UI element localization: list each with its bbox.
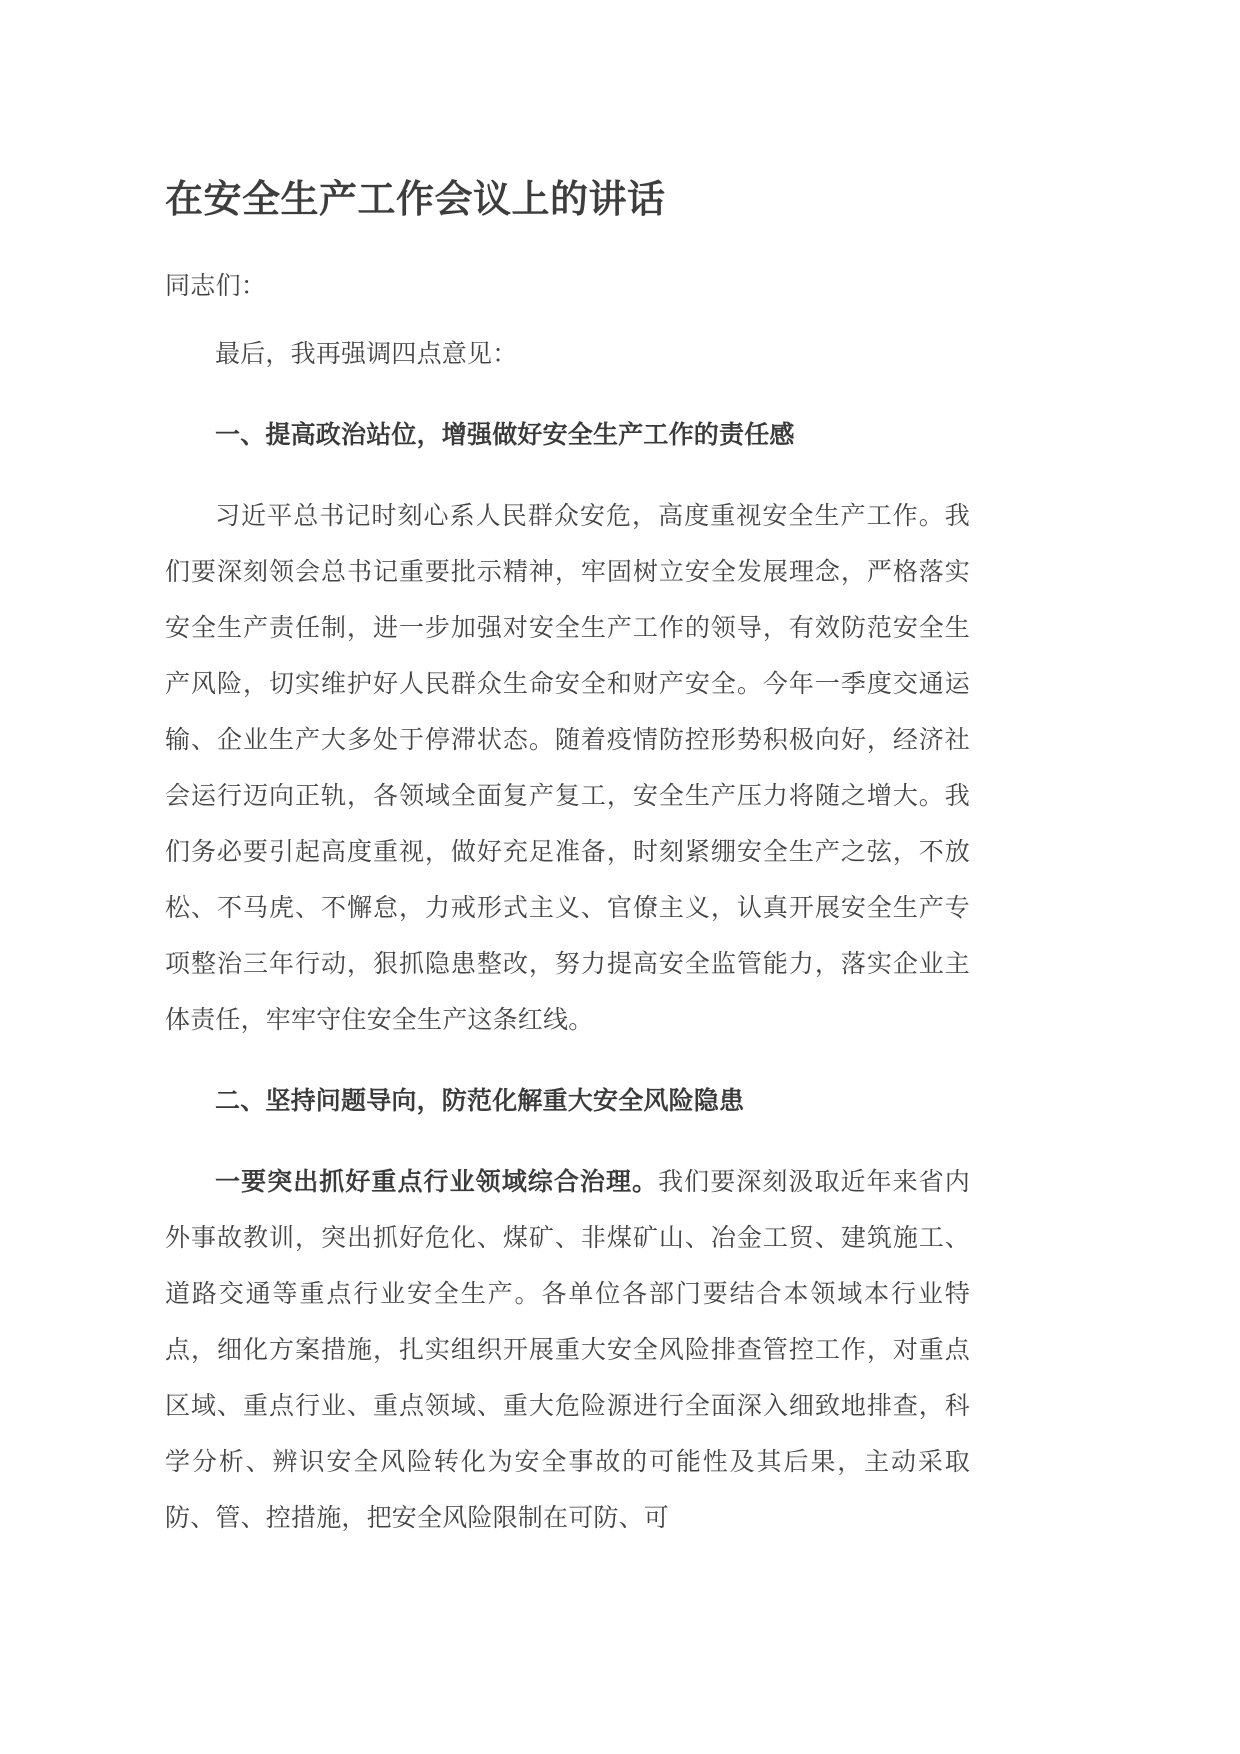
- section-heading-one: 一、提高政治站位，增强做好安全生产工作的责任感: [215, 420, 795, 449]
- page-title: 在安全生产工作会议上的讲话: [165, 177, 666, 221]
- section-two-body-text: 我们要深刻汲取近年来省内外事故教训，突出抓好危化、煤矿、非煤矿山、冶金工贸、建筑施工、道路交通等重点行业安全生产。各单位各部门要结合本领域本行业特点，细化方案措施，扎实组织开展重大安全风险排查管控工作，对重点区域、重点行业、重点领域、重大危险源进行全面深入细致地排查，科学分析、辨识安全风险转化为安全事故的可能性及其后果，主动采取防、管、控措施，把安全风险限制在可防、可: [165, 1167, 970, 1532]
- intro-paragraph: 最后，我再强调四点意见：: [215, 339, 518, 368]
- section-two-runin-heading: 一要突出抓好重点行业领域综合治理。: [215, 1167, 659, 1196]
- document-body: [165, 160, 970, 1571]
- section-heading-two: 二、坚持问题导向，防范化解重大安全风险隐患: [215, 1086, 745, 1115]
- section-two-paragraph: [165, 1154, 970, 1546]
- section-one-paragraph: 习近平总书记时刻心系人民群众安危，高度重视安全生产工作。我们要深刻领会总书记重要批示精神，牢固树立安全发展理念，严格落实安全生产责任制，进一步加强对安全生产工作的领导，有效防范安全生产风险，切实维护好人民群众生命安全和财产安全。今年一季度交通运输、企业生产大多处于停滞状态。随着疫情防控形势积极向好，经济社会运行迈向正轨，各领域全面复产复工，安全生产压力将随之增大。我们务必要引起高度重视，做好充足准备，时刻紧绷安全生产之弦，不放松、不马虎、不懈怠，力戒形式主义、官僚主义，认真开展安全生产专项整治三年行动，狠抓隐患整改，努力提高安全监管能力，落实企业主体责任，牢牢守住安全生产这条红线。: [165, 501, 970, 1034]
- salutation-line: 同志们：: [165, 271, 267, 300]
